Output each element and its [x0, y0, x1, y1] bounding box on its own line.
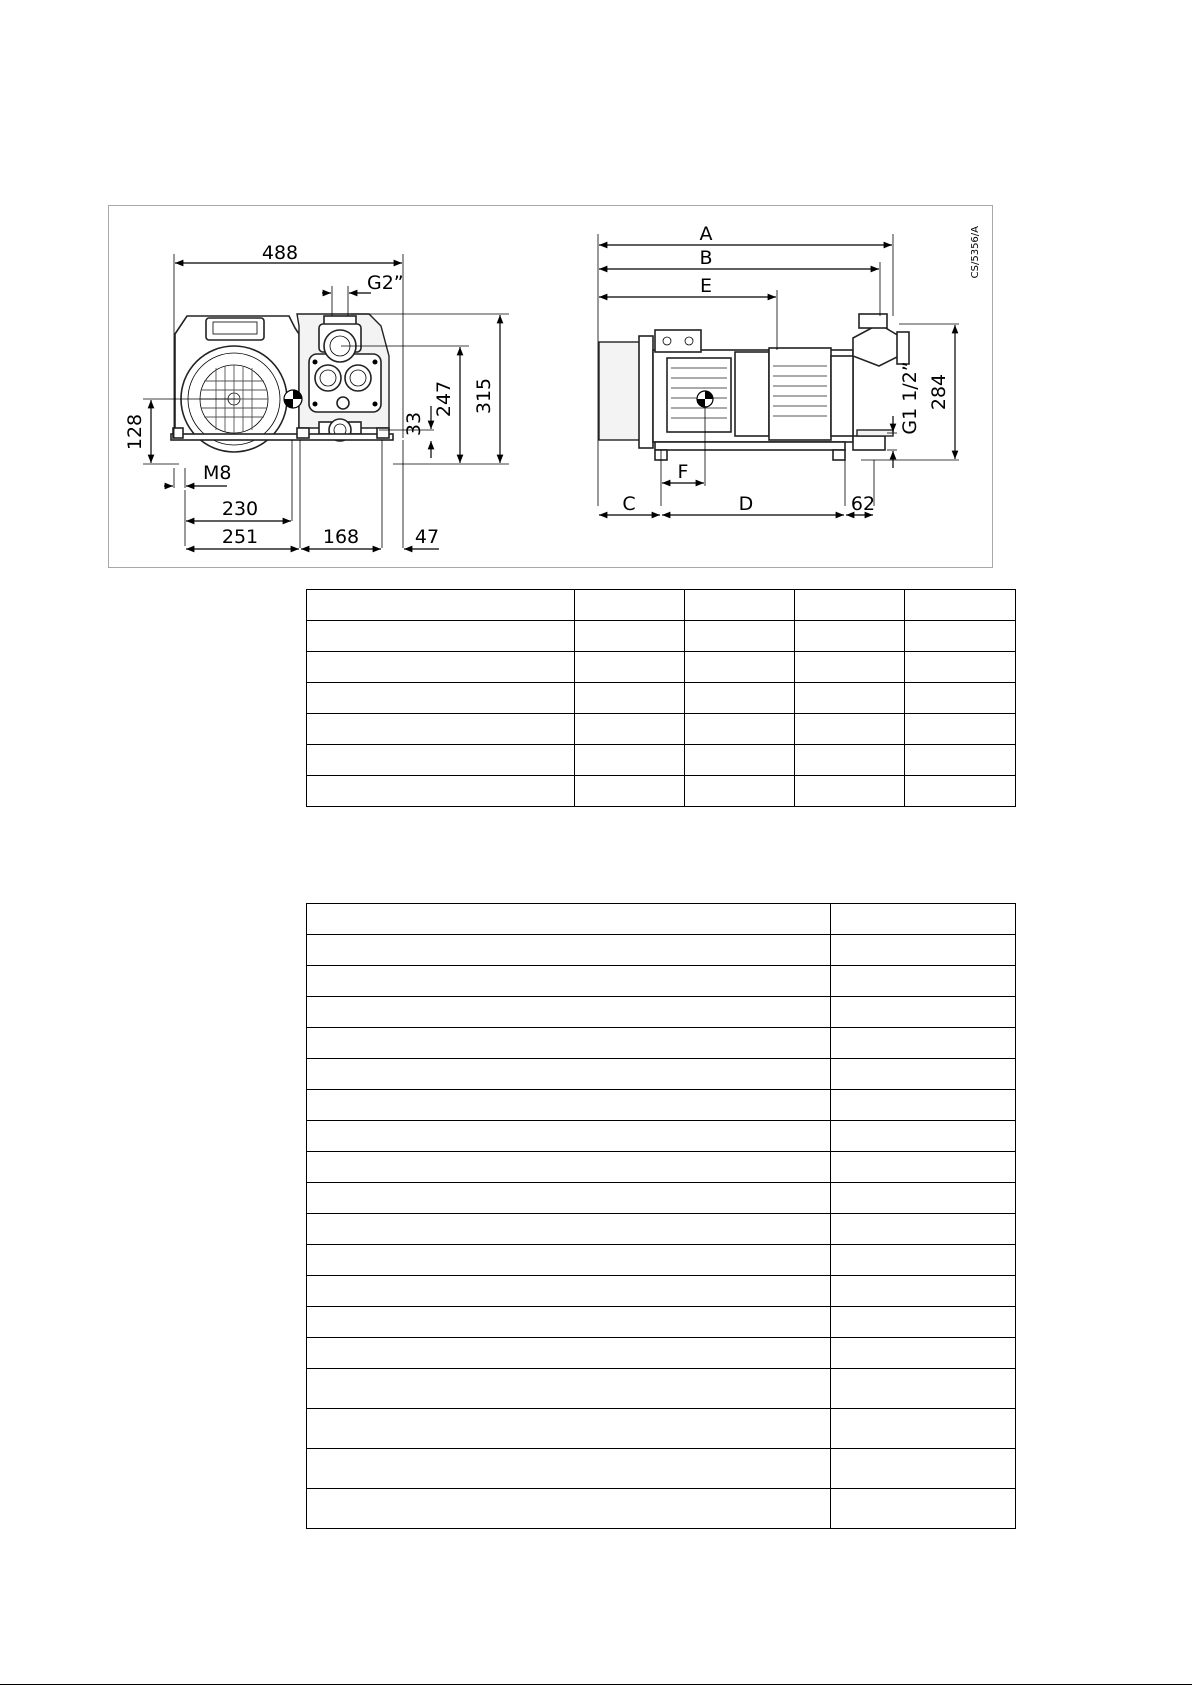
- table-cell: [307, 590, 575, 621]
- table-row: [307, 1449, 1016, 1489]
- table-cell: [307, 1028, 831, 1059]
- table-row: [307, 1090, 1016, 1121]
- table-cell: [307, 997, 831, 1028]
- table-cell: [831, 1307, 1016, 1338]
- table-row: [307, 776, 1016, 807]
- table-row: [307, 1409, 1016, 1449]
- table-cell: [831, 1152, 1016, 1183]
- table-cell: [307, 1369, 831, 1409]
- technical-drawing: [108, 205, 993, 568]
- table-cell: [307, 1090, 831, 1121]
- table-cell: [831, 1338, 1016, 1369]
- table-cell: [307, 1489, 831, 1529]
- table-row: [307, 1245, 1016, 1276]
- table-cell: [795, 621, 905, 652]
- dim-e: E: [699, 275, 713, 297]
- dim-g2: G2”: [367, 272, 404, 294]
- table-row: [307, 1276, 1016, 1307]
- table-cell: [575, 621, 685, 652]
- table-cell: [831, 1369, 1016, 1409]
- table-row: [307, 652, 1016, 683]
- dim-315: 315: [473, 377, 495, 415]
- dim-168: 168: [322, 526, 360, 548]
- table-row: [307, 997, 1016, 1028]
- table-cell: [307, 1245, 831, 1276]
- table-cell: [307, 1059, 831, 1090]
- dim-247: 247: [433, 380, 455, 418]
- table-cell: [685, 590, 795, 621]
- side-view: [598, 223, 981, 515]
- dim-g1-half: G1 1/2”: [899, 361, 921, 435]
- table-row: [307, 621, 1016, 652]
- table-cell: [831, 1183, 1016, 1214]
- table-cell: [575, 776, 685, 807]
- table-row: [307, 683, 1016, 714]
- table-cell: [831, 1409, 1016, 1449]
- dimensions-table: [306, 589, 1016, 807]
- dim-251: 251: [221, 526, 259, 548]
- pump-side-body: [599, 314, 909, 460]
- table-cell: [831, 997, 1016, 1028]
- table-cell: [307, 652, 575, 683]
- table-cell: [307, 966, 831, 997]
- table-cell: [307, 683, 575, 714]
- dim-a: A: [699, 223, 713, 245]
- table-cell: [831, 1449, 1016, 1489]
- table-row: [307, 1028, 1016, 1059]
- front-view: [124, 242, 509, 549]
- table-cell: [575, 714, 685, 745]
- table-cell: [575, 590, 685, 621]
- table-cell: [685, 745, 795, 776]
- table-cell: [307, 1183, 831, 1214]
- table-cell: [831, 966, 1016, 997]
- table-cell: [905, 590, 1016, 621]
- table-cell: [307, 1214, 831, 1245]
- table-cell: [905, 776, 1016, 807]
- table-cell: [685, 683, 795, 714]
- table-row: [307, 1121, 1016, 1152]
- dim-284: 284: [928, 373, 950, 411]
- dim-f: F: [677, 461, 689, 483]
- table-cell: [685, 776, 795, 807]
- table-cell: [307, 745, 575, 776]
- table-cell: [795, 652, 905, 683]
- dim-c: C: [622, 493, 636, 515]
- table-row: [307, 1152, 1016, 1183]
- table-cell: [905, 621, 1016, 652]
- table-cell: [307, 904, 831, 935]
- drawing-reference: CS/5356/A: [970, 226, 981, 279]
- table-cell: [307, 1307, 831, 1338]
- table-cell: [831, 935, 1016, 966]
- table-row: [307, 1489, 1016, 1529]
- table-cell: [685, 714, 795, 745]
- dim-b: B: [699, 247, 713, 269]
- table-cell: [307, 1409, 831, 1449]
- table-row: [307, 590, 1016, 621]
- table-cell: [307, 1121, 831, 1152]
- table-cell: [795, 683, 905, 714]
- technical-data-table: [306, 903, 1016, 1529]
- table-cell: [831, 1245, 1016, 1276]
- table-cell: [905, 745, 1016, 776]
- table-cell: [905, 714, 1016, 745]
- table-cell: [831, 1059, 1016, 1090]
- table-row: [307, 1369, 1016, 1409]
- table-row: [307, 1183, 1016, 1214]
- table-cell: [795, 590, 905, 621]
- table-cell: [307, 714, 575, 745]
- table-row: [307, 1214, 1016, 1245]
- table-cell: [795, 714, 905, 745]
- table-cell: [831, 1276, 1016, 1307]
- table-cell: [795, 776, 905, 807]
- table-row: [307, 1338, 1016, 1369]
- dim-488: 488: [261, 242, 299, 264]
- table-cell: [831, 1214, 1016, 1245]
- table-cell: [307, 776, 575, 807]
- table-cell: [575, 683, 685, 714]
- dim-m8: M8: [203, 462, 232, 484]
- table-cell: [307, 1449, 831, 1489]
- table-cell: [685, 652, 795, 683]
- dim-d: D: [738, 493, 754, 515]
- table-row: [307, 1059, 1016, 1090]
- table-cell: [307, 621, 575, 652]
- table-row: [307, 1307, 1016, 1338]
- table-row: [307, 966, 1016, 997]
- table-cell: [831, 904, 1016, 935]
- table-cell: [905, 683, 1016, 714]
- table-cell: [575, 745, 685, 776]
- table-cell: [831, 1121, 1016, 1152]
- table-cell: [905, 652, 1016, 683]
- dim-47: 47: [414, 526, 440, 548]
- table-cell: [307, 1338, 831, 1369]
- table-row: [307, 714, 1016, 745]
- dim-230: 230: [221, 498, 259, 520]
- table-cell: [831, 1028, 1016, 1059]
- table-cell: [831, 1090, 1016, 1121]
- dim-33: 33: [403, 411, 425, 437]
- table-cell: [307, 935, 831, 966]
- pump-front-body: [171, 314, 393, 452]
- table-row: [307, 904, 1016, 935]
- table-cell: [307, 1276, 831, 1307]
- dim-62: 62: [850, 493, 876, 515]
- table-cell: [307, 1152, 831, 1183]
- table-cell: [831, 1489, 1016, 1529]
- table-row: [307, 745, 1016, 776]
- table-cell: [685, 621, 795, 652]
- dim-128: 128: [124, 413, 146, 451]
- table-cell: [795, 745, 905, 776]
- table-cell: [575, 652, 685, 683]
- table-row: [307, 935, 1016, 966]
